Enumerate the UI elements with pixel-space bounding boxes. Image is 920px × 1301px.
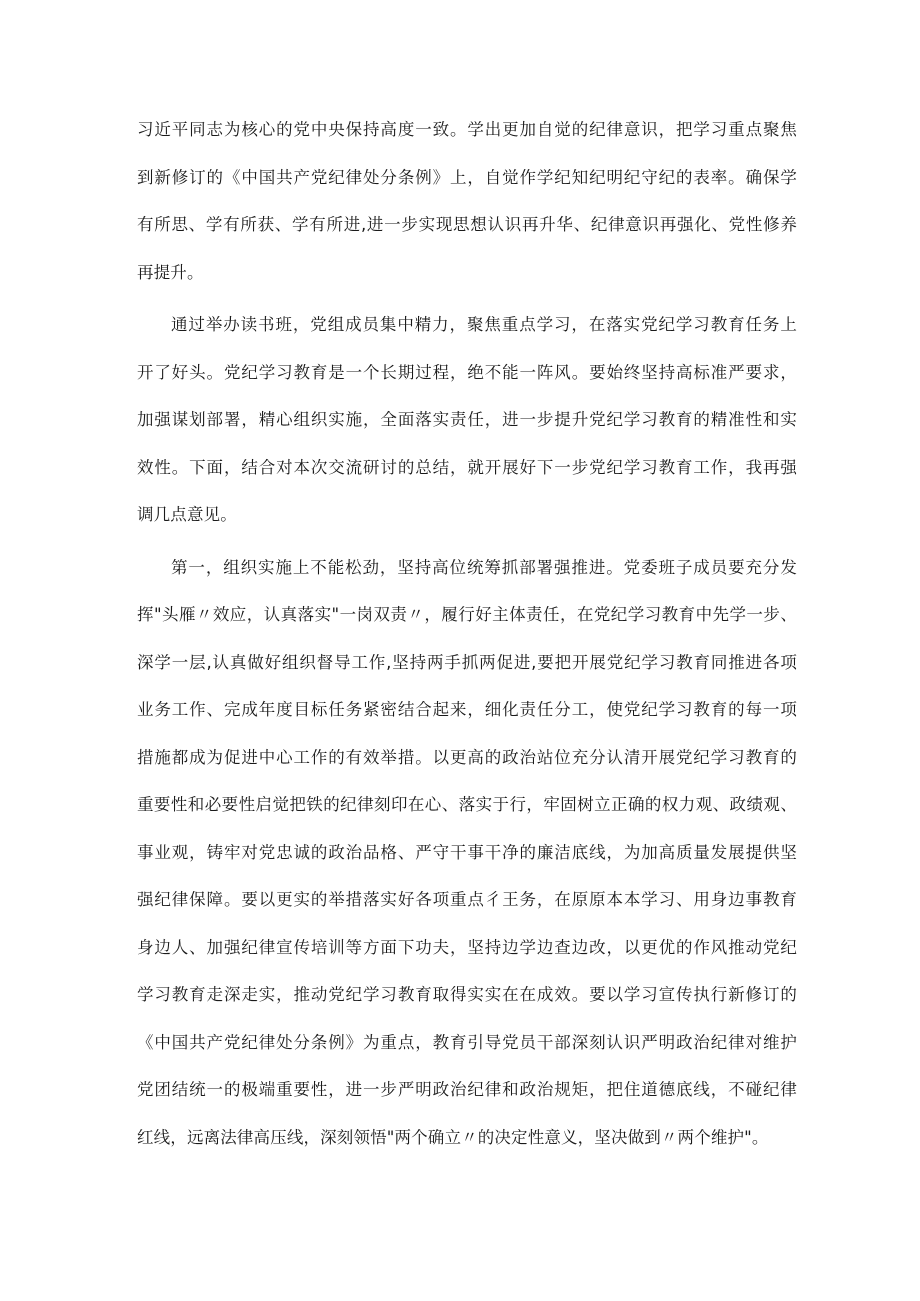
paragraph-3 [137, 553, 797, 1171]
text-line: 到新修订的《中国共产党纪律处分条例》上，自觉作学纪知纪明纪守纪的表率。确保学 [137, 167, 797, 187]
text-line: 挥"头雁〃效应，认真落实"一岗双责〃，履行好主体责任，在党纪学习教育中先学一步、 [137, 605, 797, 624]
document-body [137, 115, 797, 1170]
text-line: 加强谋划部署，精心组织实施，全面落实责任，进一步提升党纪学习教育的精准性和实 [137, 410, 797, 429]
text-line: 强纪律保障。要以更实的举措落实好各项重点彳王务，在原原本本学习、用身边事教育 [137, 890, 797, 909]
text-line: 身边人、加强纪律宣传培训等方面下功夫，坚持边学边查边改，以更优的作风推动党纪 [137, 937, 797, 957]
text-line: 学习教育走深走实，推动党纪学习教育取得实实在在成效。要以学习宣传执行新修订的 [137, 985, 797, 1004]
paragraph-1 [137, 115, 797, 305]
text-line: 效性。下面，结合对本次交流研讨的总结，就开展好下一步党纪学习教育工作，我再强 [137, 457, 797, 477]
text-line: 业务工作、完成年度目标任务紧密结合起来，细化责任分工，使党纪学习教育的每一项 [137, 700, 797, 719]
text-line: 通过举办读书班，党组成员集中精力，聚焦重点学习，在落实党纪学习教育任务上 [171, 315, 797, 334]
paragraph-2 [137, 310, 797, 548]
text-line: 红线，远离法律高压线，深刻领悟"两个确立〃的决定性意义，坚决做到〃两个维护"。 [137, 1127, 769, 1147]
text-line: 再提升。 [137, 262, 204, 282]
text-line: 重要性和必要性启觉把铁的纪律刻印在心、落实于行，牢固树立正确的权力观、政绩观、 [137, 795, 797, 814]
text-line: 调几点意见。 [137, 505, 237, 524]
text-line: 习近平同志为核心的党中央保持高度一致。学出更加自觉的纪律意识，把学习重点聚焦 [137, 120, 797, 139]
text-line: 有所思、学有所获、学有所进,进一步实现思想认识再升华、纪律意识再强化、党性修养 [137, 215, 797, 234]
text-line: 开了好头。党纪学习教育是一个长期过程，绝不能一阵风。要始终坚持高标准严要求， [137, 362, 797, 382]
text-line: 事业观，铸牢对党忠诚的政治品格、严守干事干净的廉洁底线，为加高质量发展提供坚 [137, 842, 797, 862]
text-line: 《中国共产党纪律处分条例》为重点，教育引导党员干部深刻认识严明政治纪律对维护 [137, 1032, 797, 1052]
text-line: 党团结统一的极端重要性，进一步严明政治纪律和政治规矩，把住道德底线，不碰纪律 [137, 1080, 797, 1099]
text-line: 第一，组织实施上不能松劲，坚持高位统筹抓部署强推进。党委班子成员要充分发 [171, 557, 797, 577]
text-line: 措施都成为促进中心工作的有效举措。以更高的政治站位充分认清开展党纪学习教育的 [137, 747, 797, 767]
text-line: 深学一层,认真做好组织督导工作,坚持两手抓两促进,要把开展党纪学习教育同推进各项 [137, 652, 797, 672]
